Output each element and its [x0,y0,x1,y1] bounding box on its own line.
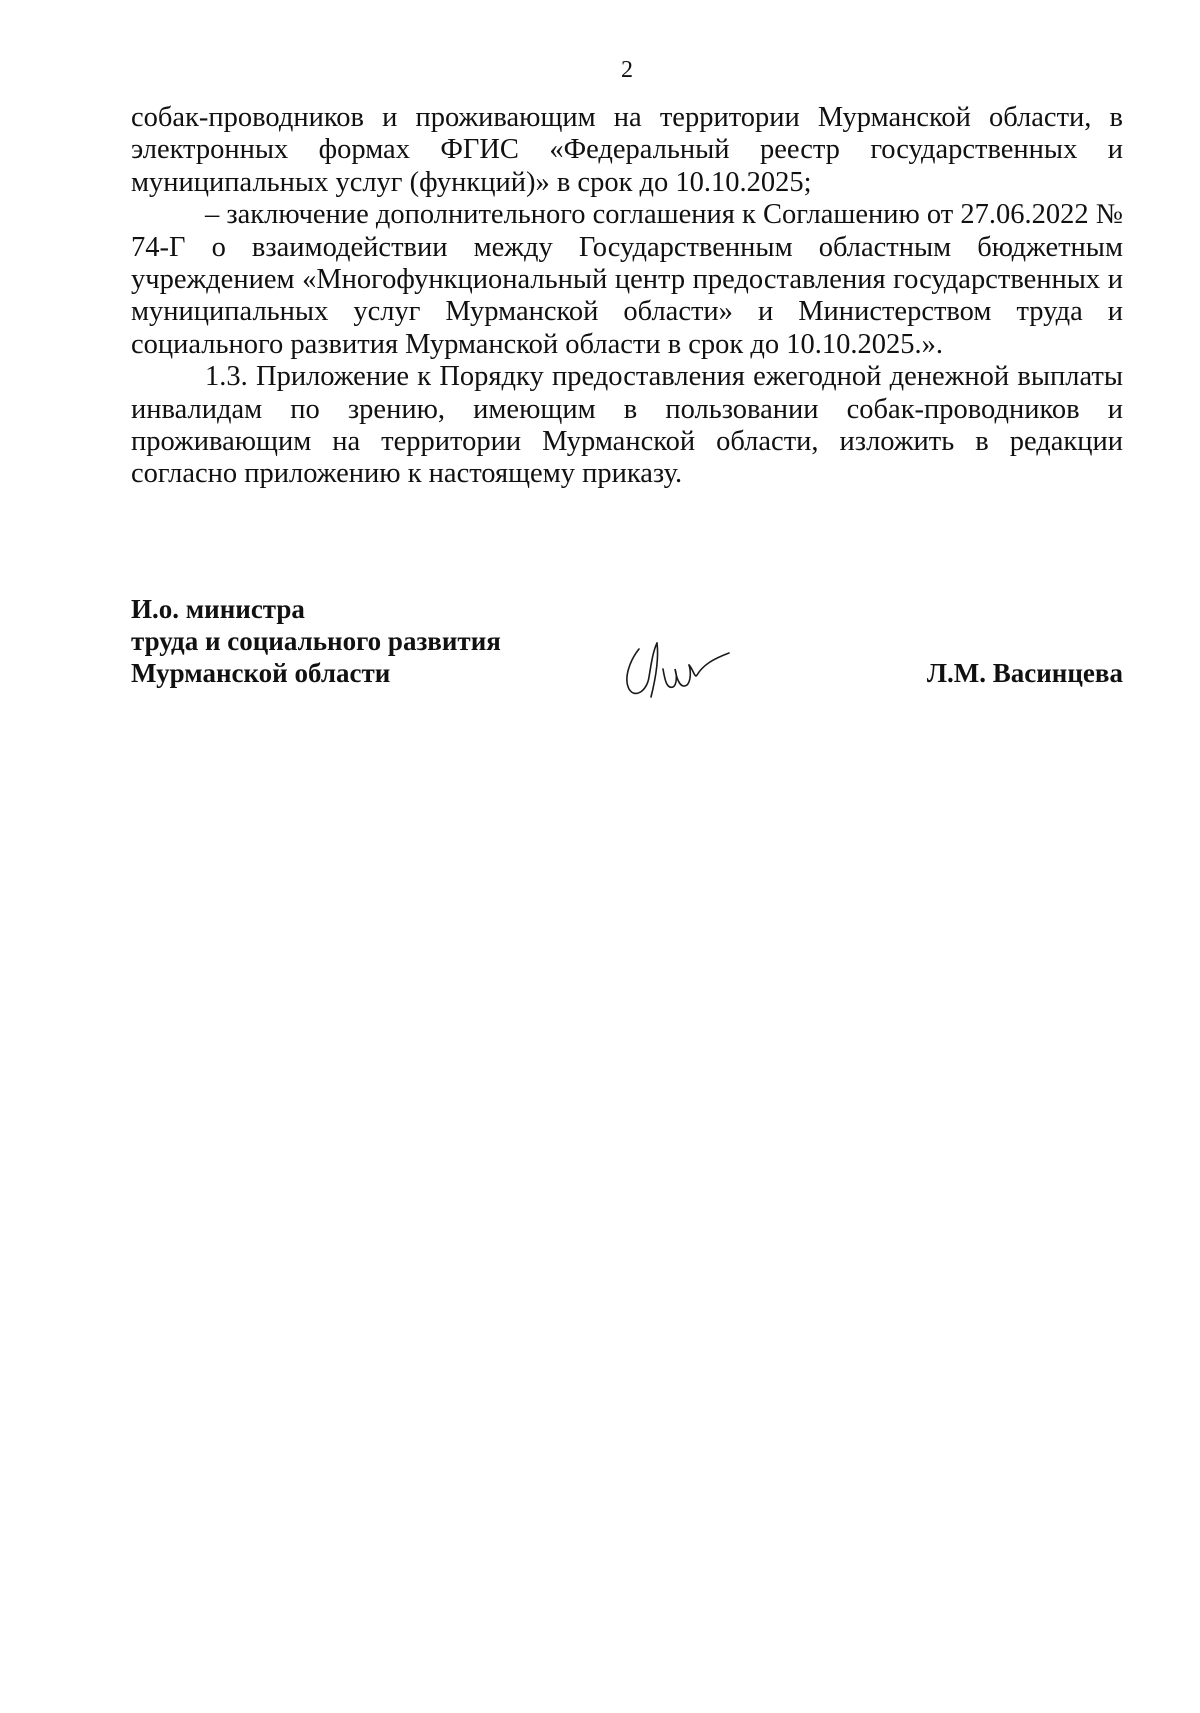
position-line: Мурманской области [131,658,391,688]
position-line: труда и социального развития [131,626,501,656]
page-number: 2 [621,57,633,83]
position-line: И.о. министра [131,594,305,624]
paragraph-agreement: – заключение дополнительного соглашения к Соглашению от 27.06.2022 № 74-Г о взаимодействии между Государственным областным бюджетным учреждением «Многофункциональный центр предоставления государственных и муниципальных услуг Мурманской области» и Министерством труда и социального развития Мурманской области в срок до 10.10.2025.». [131,199,1123,360]
document-body [131,102,1123,491]
handwritten-signature [611,629,741,709]
signatory-name: Л.М. Васинцева [926,658,1123,688]
signatory-position [131,593,501,689]
paragraph-continuation: собак-проводников и проживающим на территории Мурманской области, в электронных формах ФГИС «Федеральный реестр государственных и муниципальных услуг (функций)» в срок до 10.10.2025; [131,102,1123,198]
paragraph-appendix: 1.3. Приложение к Порядку предоставления ежегодной денежной выплаты инвалидам по зрению, имеющим в пользовании собак-проводников и проживающим на территории Мурманской области, изложить в редакции согласно приложению к настоящему приказу. [131,361,1123,490]
signature-block [131,593,1123,703]
